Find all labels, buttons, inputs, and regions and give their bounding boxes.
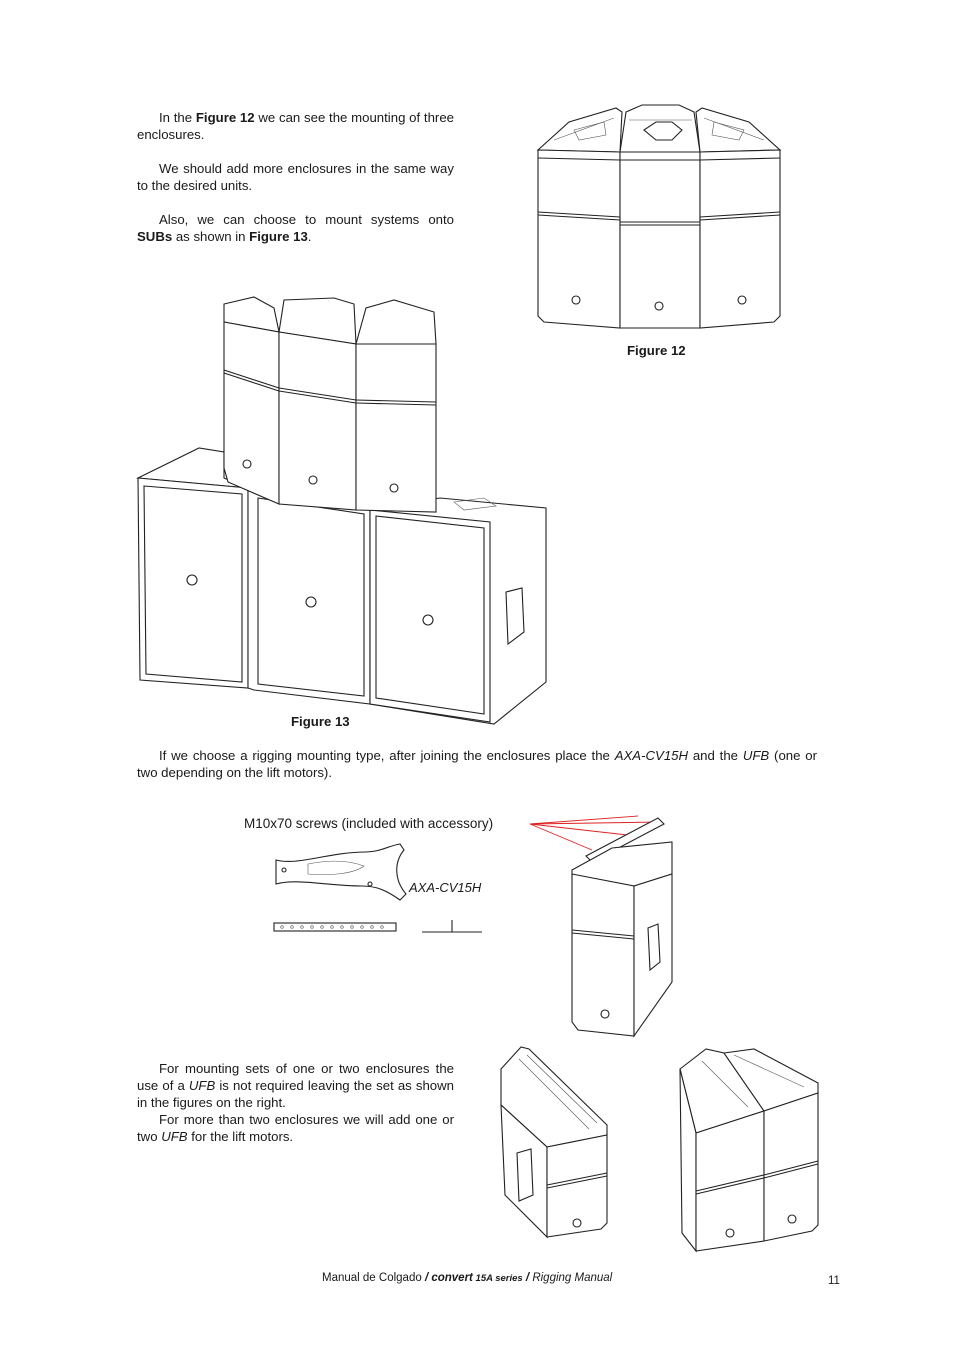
- single-enclosure-illustration: [497, 1045, 611, 1241]
- intro-text: .: [307, 229, 312, 244]
- mounting-text: For more than two enclosures we will add one or two: [137, 1112, 454, 1144]
- ufb-ref: UFB: [188, 1078, 216, 1093]
- mounting-text: For mounting sets of one or two enclosures the use of a: [137, 1061, 454, 1093]
- mounting-text: for the lift motors.: [187, 1129, 294, 1144]
- mounting-paragraph-1: [137, 1060, 454, 1111]
- footer-part: Rigging Manual: [532, 1272, 613, 1284]
- footer-product: convert: [431, 1272, 473, 1284]
- rigging-text: (one or two depending on the lift motors).: [137, 748, 817, 780]
- page-number: 11: [828, 1275, 840, 1287]
- figure-13-caption: Figure 13: [291, 714, 350, 729]
- ufb-ref: UFB: [161, 1129, 188, 1144]
- ufb-ref: UFB: [742, 748, 770, 763]
- subs-ref: SUBs: [137, 229, 173, 244]
- two-enclosures-illustration: [674, 1047, 822, 1255]
- screws-label: M10x70 screws (included with accessory): [244, 816, 494, 831]
- footer-part: Manual de Colgado: [322, 1272, 422, 1284]
- rigged-enclosure-illustration: [526, 812, 686, 1040]
- rigging-text: and the: [688, 748, 743, 763]
- accessory-label: AXA-CV15H: [409, 880, 482, 895]
- mounting-text: is not required leaving the set as shown in the figures on the right.: [137, 1078, 454, 1110]
- intro-paragraph-2: We should add more enclosures in the same way to the desired units.: [137, 161, 454, 193]
- figure-13-illustration: [134, 292, 550, 728]
- rigging-text: If we choose a rigging mounting type, after joining the enclosures place the: [159, 748, 615, 763]
- accessory-ref: AXA-CV15H: [614, 748, 689, 763]
- rigging-paragraph: [137, 747, 817, 781]
- figure-12-caption: Figure 12: [627, 343, 686, 358]
- figure-ref: Figure 12: [195, 110, 255, 125]
- intro-text: we can see the mounting of three enclosures.: [137, 110, 454, 142]
- figure-ref: Figure 13: [249, 229, 308, 244]
- figure-12-illustration: [534, 100, 784, 335]
- intro-text: In the: [159, 110, 196, 125]
- mounting-paragraph-2: [137, 1111, 454, 1145]
- intro-paragraph-1: [137, 109, 454, 143]
- intro-text: as shown in: [172, 229, 250, 244]
- intro-paragraph-3: [137, 211, 454, 245]
- intro-text: Also, we can choose to mount systems onto: [159, 212, 454, 227]
- footer-series: 15A series: [472, 1273, 523, 1284]
- footer-separator: /: [421, 1272, 432, 1284]
- footer-title: [322, 1272, 612, 1284]
- footer-separator: /: [522, 1272, 533, 1284]
